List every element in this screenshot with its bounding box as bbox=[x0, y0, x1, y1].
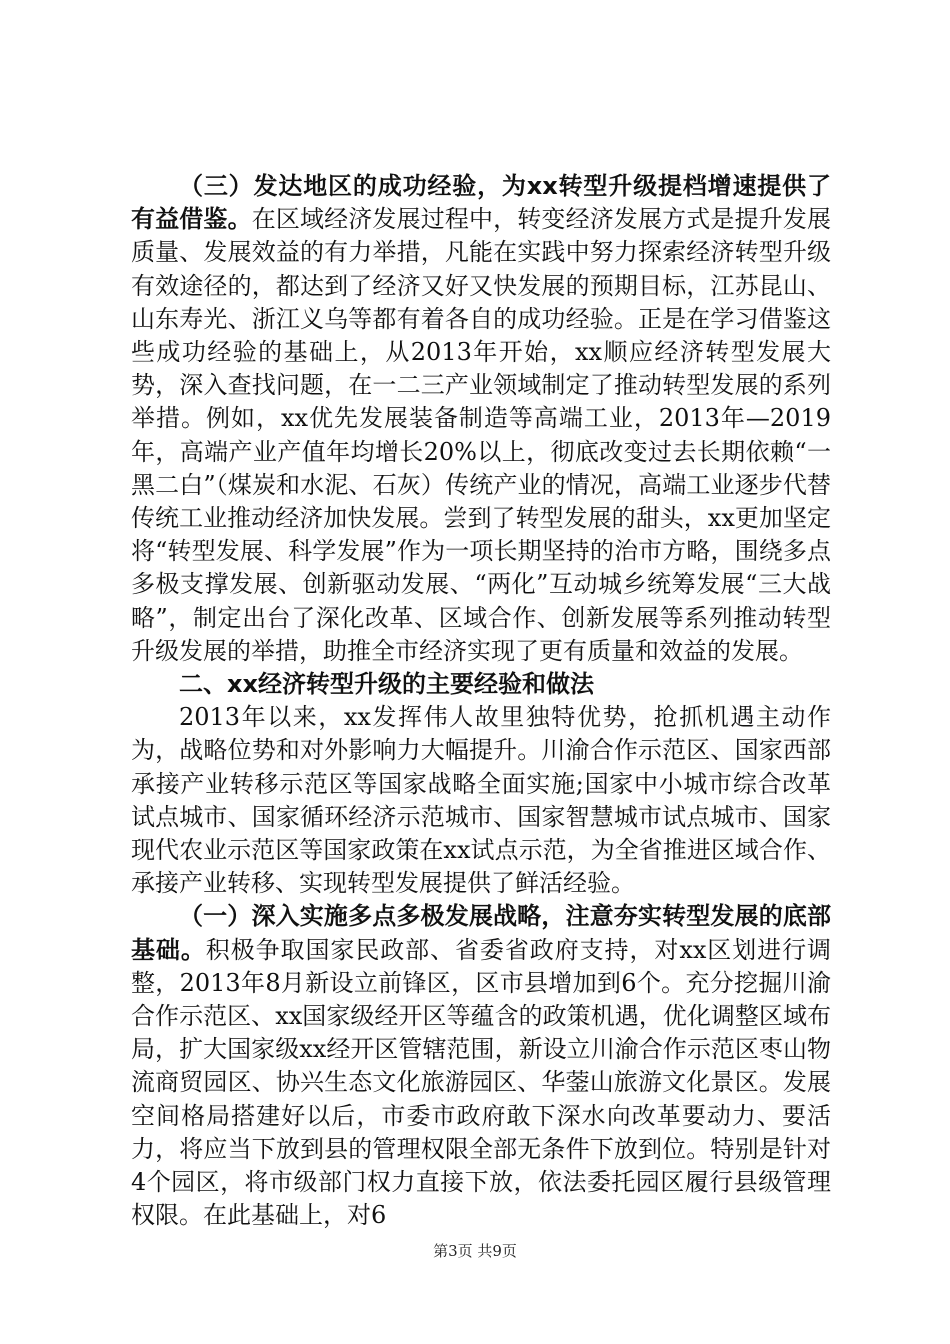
paragraph-success-experience bbox=[131, 170, 831, 668]
paragraph-multipoint-strategy bbox=[131, 900, 831, 1232]
page-number-footer: 第3页 共9页 bbox=[433, 1242, 517, 1260]
paragraph-since-2013: 2013年以来，xx发挥伟人故里独特优势，抢抓机遇主动作为，战略位势和对外影响力大幅提升。川渝合作示范区、国家西部承接产业转移示范区等国家战略全面实施;国家中小城市综合改革试点城市、国家循环经济示范城市、国家智慧城市试点城市、国家现代农业示范区等国家政策在xx试点示范，为全省推进区域合作、承接产业转移、实现转型发展提供了鲜活经验。 bbox=[131, 703, 831, 898]
paragraph-heading-bold: （一）深入实施多点多极发展战略，注意夯实转型发展的底部基础。 bbox=[131, 902, 831, 964]
paragraph-heading-bold: （三）发达地区的成功经验，为xx转型升级提档增速提供了有益借鉴。 bbox=[131, 172, 831, 234]
paragraph-text: 积极争取国家民政部、省委省政府支持，对xx区划进行调整，2013年8月新设立前锋区，区市县增加到6个。充分挖掘川渝合作示范区、xx国家级经开区等蕴含的政策机遇，优化调整区域布局，扩大国家级xx经开区管辖范围，新设立川渝合作示范区枣山物流商贸园区、协兴生态文化旅游园区、华蓥山旅游文化景区。发展空间格局搭建好以后，市委市政府敢下深水向改革要动力、要活力，将应当下放到县的管理权限全部无条件下放到位。特别是针对4个园区，将市级部门权力直接下放，依法委托园区履行县级管理权限。在此基础上，对6 bbox=[131, 935, 832, 1230]
paragraph-text: 在区域经济发展过程中，转变经济发展方式是提升发展质量、发展效益的有力举措，凡能在实践中努力探索经济转型升级有效途径的，都达到了经济又好又快发展的预期目标，江苏昆山、山东寿光、浙江义乌等都有着各自的成功经验。正是在学习借鉴这些成功经验的基础上，从2013年开始，xx顺应经济转型发展大势，深入查找问题，在一二三产业领域制定了推动转型发展的系列举措。例如，xx优先发展装备制造等高端工业，2013年—2019年，高端产业产值年均增长20%以上，彻底改变过去长期依赖“一黑二白”（煤炭和水泥、石灰）传统产业的情况，高端工业逐步代替传统工业推动经济加快发展。尝到了转型发展的甜头，xx更加坚定将“转型发展、科学发展”作为一项长期坚持的治市方略，围绕多点多极支撑发展、创新驱动发展、“两化”互动城乡统筹发展“三大战略”，制定出台了深化改革、区域合作、创新发展等系列推动转型升级发展的举措，助推全市经济实现了更有质量和效益的发展。 bbox=[131, 205, 832, 665]
document-body bbox=[131, 170, 831, 1233]
section-heading: 二、xx经济转型升级的主要经验和做法 bbox=[179, 670, 594, 699]
